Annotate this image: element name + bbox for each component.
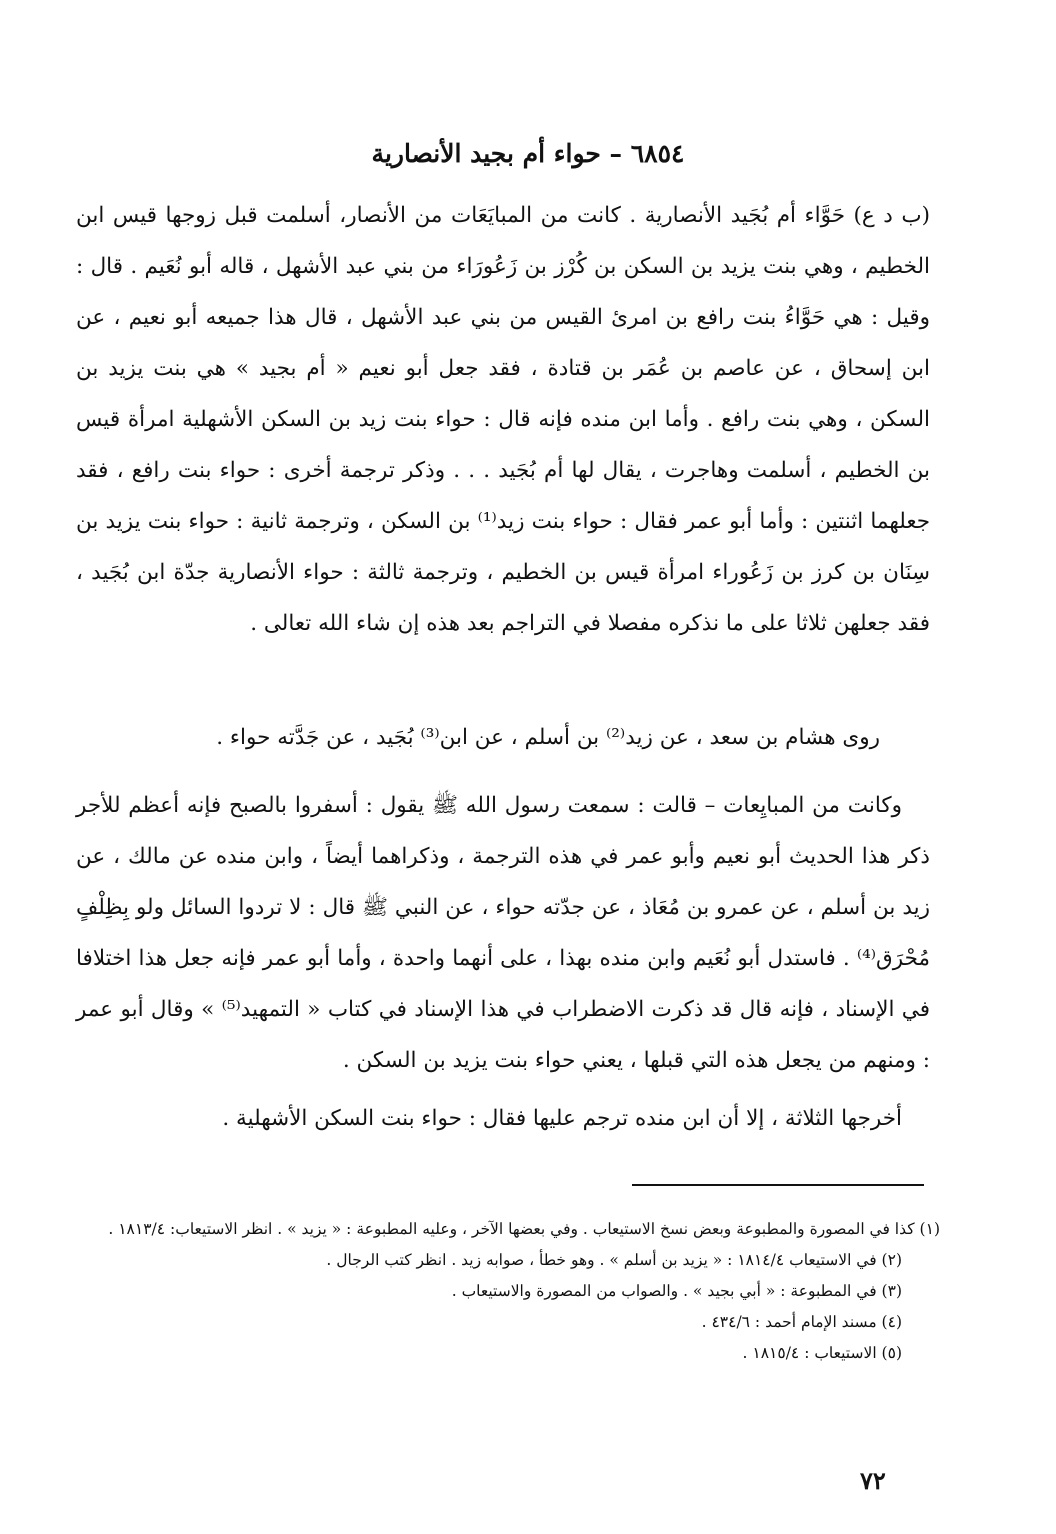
- paragraph-biography: (ب د ع) حَوَّاء أم بُجَيد الأنصارية . كانت من المبايَعَات من الأنصار، أسلمت قبل زوجها قيس ابن الخطيم ، وهي بنت يزيد بن السكن بن كُرْز بن زَعُورَاء من بني عبد الأشهل ، قاله أبو نُعَيم . قال : وقيل : هي حَوَّاءُ بنت رافع بن امرئ القيس من بني عبد الأشهل ، قال هذا جميعه أبو نعيم ، عن ابن إسحاق ، عن عاصم بن عُمَر بن قتادة ، فقد جعل أبو نعيم « أم بجيد » هي بنت يزيد بن السكن ، وهي بنت رافع . وأما ابن منده فإنه قال : حواء بنت زيد بن السكن الأشهلية امرأة قيس بن الخطيم ، أسلمت وهاجرت ، يقال لها أم بُجَيد . . . وذكر ترجمة أخرى : حواء بنت رافع ، فقد جعلهما اثنتين : وأما أبو عمر فقال : حواء بنت زيد⁽¹⁾ بن السكن ، وترجمة ثانية : حواء بنت يزيد بن سِنَان بن كرز بن زَعُوراء امرأة قيس بن الخطيم ، وترجمة ثالثة : حواء الأنصارية جدّة ابن بُجَيد ، فقد جعلهن ثلاثا على ما نذكره مفصلا في التراجم بعد هذه إن شاء الله تعالى .: [76, 203, 931, 636]
- paragraph-sources: أخرجها الثلاثة ، إلا أن ابن منده ترجم عليها فقال : حواء بنت السكن الأشهلية .: [222, 1106, 902, 1131]
- entry-title: ٦٨٥٤ – حواء أم بجيد الأنصارية: [371, 139, 685, 168]
- paragraph-narration: روى هشام بن سعد ، عن زيد⁽²⁾ بن أسلم ، عن ابن⁽³⁾ بُجَيد ، عن جَدَّته حواء .: [216, 725, 880, 750]
- footnote-divider: [632, 1184, 924, 1186]
- footnotes: [60, 1214, 940, 1369]
- footnote-2: (٢) في الاستيعاب ١٨١٤/٤ : « يزيد بن أسلم » . وهو خطأ ، صوابه زيد . انظر كتب الرجال .: [326, 1251, 902, 1269]
- footnote-3: (٣) في المطبوعة : « أبي بجيد » . والصواب من المصورة والاستيعاب .: [451, 1282, 902, 1300]
- paragraph-hadith: وكانت من المبايِعات – قالت : سمعت رسول الله ﷺ يقول : أسفروا بالصبح فإنه أعظم للأجر ذكر هذا الحديث أبو نعيم وأبو عمر في هذه الترجمة ، وذكراهما أيضاً ، وابن منده عن مالك ، عن زيد بن أسلم ، عن عمرو بن مُعَاذ ، عن جدّته حواء ، عن النبي ﷺ قال : لا تردوا السائل ولو بِظِلْفٍ مُحْرَق⁽⁴⁾ . فاستدل أبو نُعَيم وابن منده بهذا ، على أنهما واحدة ، وأما أبو عمر فإنه جعل هذا اختلافا في الإسناد ، فإنه قال قد ذكرت الاضطراب في هذا الإسناد في كتاب « التمهيد⁽⁵⁾ » وقال أبو عمر : ومنهم من يجعل هذه التي قبلها ، يعني حواء بنت يزيد بن السكن .: [76, 793, 930, 1073]
- footnote-1: (١) كذا في المصورة والمطبوعة وبعض نسخ الاستيعاب . وفي بعضها الآخر ، وعليه المطبوعة : « يزيد » . انظر الاستيعاب: ١٨١٣/٤ .: [108, 1220, 940, 1238]
- footnote-4: (٤) مسند الإمام أحمد : ٤٣٤/٦ .: [701, 1313, 902, 1331]
- page-number: ٧٢: [860, 1466, 886, 1495]
- footnote-5: (٥) الاستيعاب : ١٨١٥/٤ .: [742, 1344, 902, 1362]
